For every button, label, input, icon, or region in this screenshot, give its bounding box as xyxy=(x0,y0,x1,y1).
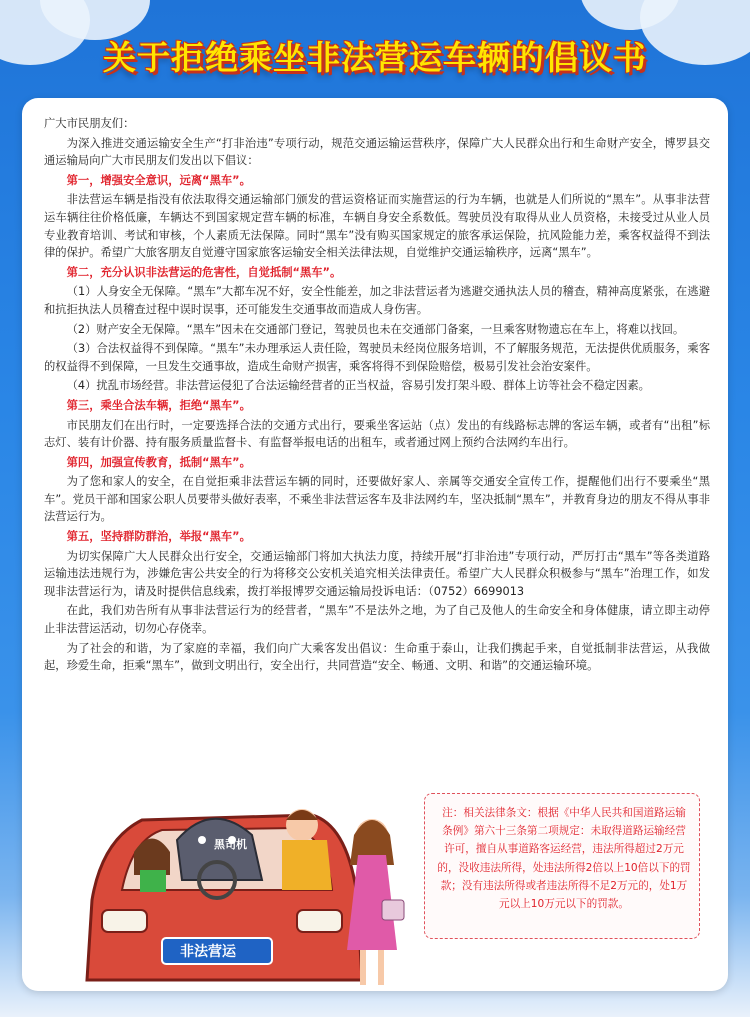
section-heading: 第一，增强安全意识，远离“黑车”。 xyxy=(66,173,251,187)
legal-note-text: 注：相关法律条文：根据《中华人民共和国道路运输条例》第六十三条第二项规定：未取得道路运输经营许可，擅自从事道路客运经营，违法所得超过2万元的，没收违法所得，处违法所得2倍以上10倍以下的罚款；没有违法所得或者违法所得不足2万元的，处1万元以上10万元以下的罚款。 xyxy=(437,807,691,911)
paragraph: （3）合法权益得不到保障。“黑车”未办理承运人责任险，驾驶员未经岗位服务培训，不了解服务规范，无法提供优质服务，乘客的权益得不到保障，一旦发生交通事故，造成生命财产损害，乘客将得不到保险赔偿，极易引发社会治安案件。 xyxy=(44,342,710,373)
plate-label: 非法营运 xyxy=(180,944,236,960)
paragraph: （2）财产安全无保障。“黑车”因未在交通部门登记，驾驶员也未在交通部门备案，一旦乘客财物遗忘在车上，将难以找回。 xyxy=(66,322,685,336)
paragraph: 为切实保障广大人民群众出行安全，交通运输部门将加大执法力度，持续开展“打非治违”专项行动，严厉打击“黑车”等各类道路运输违法违规行为，涉嫌危害公共安全的行为将移交公安机关追究相关法律责任。希望广大人民群众积极参与“黑车”治理工作，如发现非法营运行为，请及时提供信息线索，拨打举报博罗交通运输局投诉电话：（0752）6699013 xyxy=(44,549,710,598)
letter-body xyxy=(44,115,710,677)
paragraph: 为了社会的和谐，为了家庭的幸福，我们向广大乘客发出倡议：生命重于泰山，让我们携起手来，自觉抵制非法营运，从我做起，珍爱生命，拒乘“黑车”，做到文明出行，安全出行，共同营造“安全、畅通、文明、和谐”的交通运输环境。 xyxy=(44,641,710,673)
section-heading: 第三，乘坐合法车辆，拒绝“黑车”。 xyxy=(66,398,251,412)
paragraph: 非法营运车辆是指没有依法取得交通运输部门颁发的营运资格证而实施营运的行为车辆，也就是人们所说的“黑车”。从事非法营运车辆往往价格低廉，车辆达不到国家规定营车辆的标准，车辆自身安全系数低。驾驶员没有取得从业人员资格，未接受过从业人员专业教育培训、考试和审核，个人素质无法保障。同时“黑车”没有购买国家规定的旅客承运保险，抗风险能力差，乘客权益得不到法律的保护。希望广大旅客朋友自觉遵守国家旅客运输安全相关法律法规，自觉维护交通运输秩序，远离“黑车”。 xyxy=(44,193,710,260)
section-heading: 第二，充分认识非法营运的危害性，自觉抵制“黑车”。 xyxy=(66,265,342,279)
section-heading: 第四，加强宣传教育，抵制“黑车”。 xyxy=(66,455,251,469)
paragraph: （4）扰乱市场经营。非法营运侵犯了合法运输经营者的正当权益，容易引发打架斗殴、群体上访等社会不稳定因素。 xyxy=(66,379,650,393)
legal-note xyxy=(424,793,700,939)
paragraph: （1）人身安全无保障。“黑车”大都车况不好，安全性能差，加之非法营运者为逃避交通执法人员的稽查，精神高度紧张，在逃避和抗拒执法人员稽查过程中误时误事，还可能发生交通事故而造成人身伤害。 xyxy=(44,285,710,316)
paragraph: 在此，我们劝告所有从事非法营运行为的经营者，“黑车”不是法外之地，为了自己及他人的生命安全和身体健康，请立即主动停止非法营运活动，切勿心存侥幸。 xyxy=(44,604,710,636)
intro-paragraph: 为深入推进交通运输安全生产“打非治违”专项行动，规范交通运输运营秩序，保障广大人民群众出行和生命财产安全，博罗县交通运输局向广大市民朋友们发出以下倡议： xyxy=(44,136,710,168)
illegal-taxi-illustration xyxy=(82,780,422,1000)
driver-label: 黑司机 xyxy=(214,838,247,851)
paragraph: 为了您和家人的安全，在自觉拒乘非法营运车辆的同时，还要做好家人、亲属等交通安全宣传工作，提醒他们出行不要乘坐“黑车”。党员干部和国家公职人员要带头做好表率，不乘坐非法营运客车及非法网约车，坚决抵制“黑车”，并教育身边的朋友不得从事非法营运行为。 xyxy=(44,475,710,524)
page-title: 关于拒绝乘坐非法营运车辆的倡议书 xyxy=(103,38,647,77)
paragraph: 市民朋友们在出行时，一定要选择合法的交通方式出行，要乘坐客运站（点）发出的有线路标志牌的客运车辆，或者有“出租”标志灯、装有计价器、持有服务质量监督卡、有监督举报电话的出租车，或者通过网上预约合法网约车出行。 xyxy=(44,418,710,450)
greeting: 广大市民朋友们： xyxy=(44,117,135,130)
section-heading: 第五，坚持群防群治，举报“黑车”。 xyxy=(66,530,251,544)
